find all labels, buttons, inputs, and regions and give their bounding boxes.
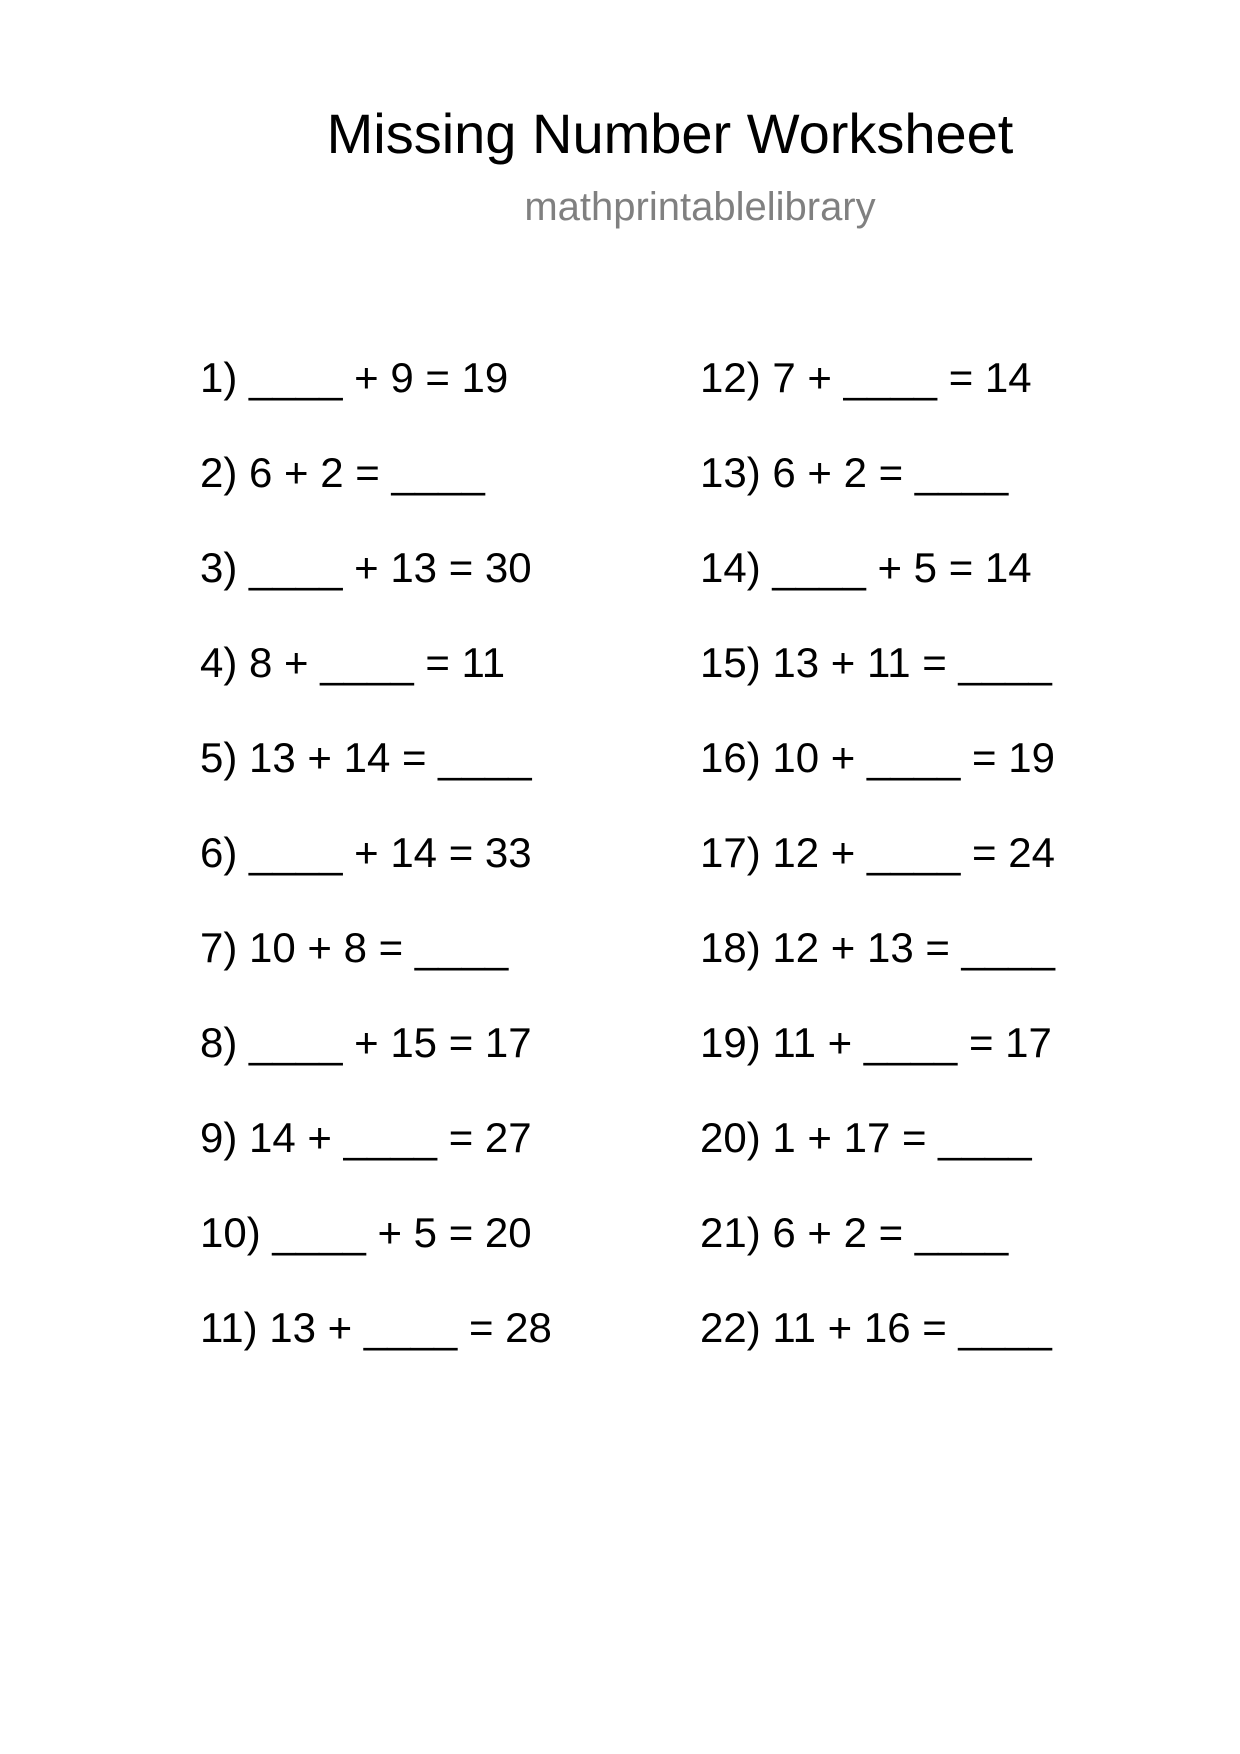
problem-item: 11) 13 + ____ = 28 bbox=[200, 1304, 552, 1351]
problem-item: 17) 12 + ____ = 24 bbox=[700, 829, 1055, 876]
problem-item: 9) 14 + ____ = 27 bbox=[200, 1114, 532, 1161]
page-subtitle: mathprintablelibrary bbox=[524, 185, 876, 229]
problem-item: 15) 13 + 11 = ____ bbox=[700, 639, 1052, 686]
problem-item: 6) ____ + 14 = 33 bbox=[200, 829, 532, 876]
problem-item: 3) ____ + 13 = 30 bbox=[200, 544, 532, 591]
problem-item: 2) 6 + 2 = ____ bbox=[200, 449, 485, 496]
problem-item: 10) ____ + 5 = 20 bbox=[200, 1209, 532, 1256]
problem-item: 1) ____ + 9 = 19 bbox=[200, 354, 509, 401]
problem-item: 16) 10 + ____ = 19 bbox=[700, 734, 1055, 781]
problem-item: 22) 11 + 16 = ____ bbox=[700, 1304, 1052, 1351]
problem-item: 12) 7 + ____ = 14 bbox=[700, 354, 1032, 401]
problem-item: 7) 10 + 8 = ____ bbox=[200, 924, 509, 971]
problem-item: 13) 6 + 2 = ____ bbox=[700, 449, 1009, 496]
problem-item: 18) 12 + 13 = ____ bbox=[700, 924, 1055, 971]
problems-right-column bbox=[700, 350, 1055, 1395]
problem-item: 14) ____ + 5 = 14 bbox=[700, 544, 1032, 591]
problem-item: 4) 8 + ____ = 11 bbox=[200, 639, 506, 686]
problem-item: 5) 13 + 14 = ____ bbox=[200, 734, 532, 781]
problem-item: 19) 11 + ____ = 17 bbox=[700, 1019, 1052, 1066]
problem-item: 8) ____ + 15 = 17 bbox=[200, 1019, 532, 1066]
page-title: Missing Number Worksheet bbox=[326, 102, 1014, 165]
problems-left-column bbox=[200, 350, 552, 1395]
problem-item: 21) 6 + 2 = ____ bbox=[700, 1209, 1009, 1256]
problem-item: 20) 1 + 17 = ____ bbox=[700, 1114, 1032, 1161]
